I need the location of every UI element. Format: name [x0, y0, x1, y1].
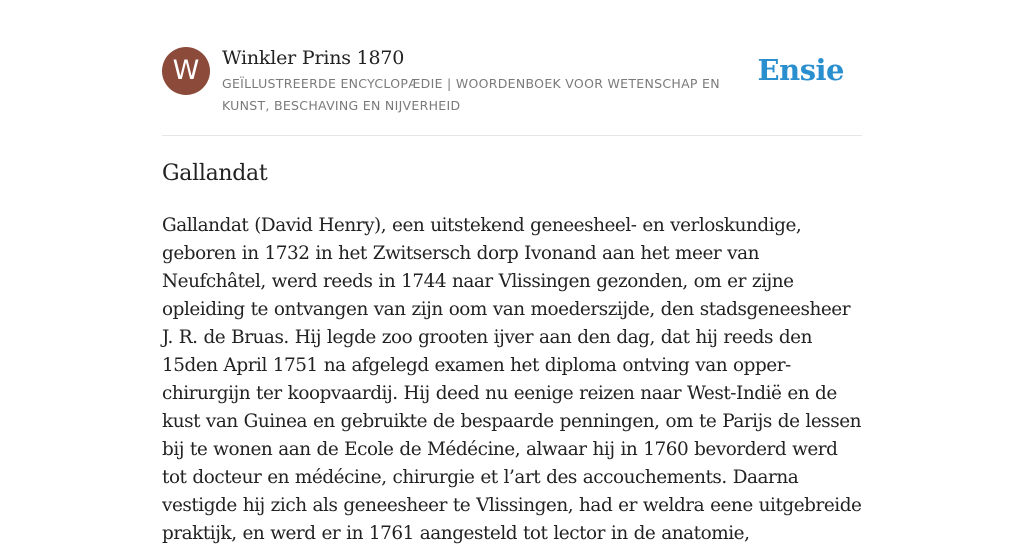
ensie-logo[interactable]: Ensie: [757, 53, 844, 87]
entry-body: Gallandat (David Henry), een uitstekend geneesheel- en verloskundige, geboren in 1732 in het Zwitsersch dorp Ivonand aan het meer van Neufchâtel, werd reeds in 1744 naar Vlissingen gezonden, om er zijne opleiding te ontvangen van zijn oom van moederszijde, den stadsgeneesheer J. R. de Bruas. Hij legde zoo grooten ijver aan den dag, dat hij reeds den 15den April 1751 na afgelegd examen het diploma ontving van opper-chirurgijn ter koopvaardij. Hij deed nu eenige reizen naar West-Indië en de kust van Guinea en gebruikte de bespaarde penningen, om te Parijs de lessen bij te wonen aan de Ecole de Médécine, alwaar hij in 1760 bevorderd werd tot docteur en médécine, chirurgie et l’art des accouchements. Daarna vestigde hij zich als geneesheer te Vlissingen, had er weldra eene uitgebreide praktijk, en werd er in 1761 aangesteld tot lector in de anatomie,: [162, 215, 862, 544]
book-title[interactable]: Winkler Prins 1870: [222, 47, 405, 69]
book-header: [162, 46, 862, 116]
header-divider: [162, 135, 862, 136]
avatar[interactable]: W: [162, 47, 210, 95]
book-subtitle: GEÏLLUSTREERDE ENCYCLOPÆDIE | WOORDENBOEK VOOR WETENSCHAP EN KUNST, BESCHAVING EN NIJVERHEID: [222, 76, 720, 113]
entry-title: Gallandat: [162, 161, 268, 186]
